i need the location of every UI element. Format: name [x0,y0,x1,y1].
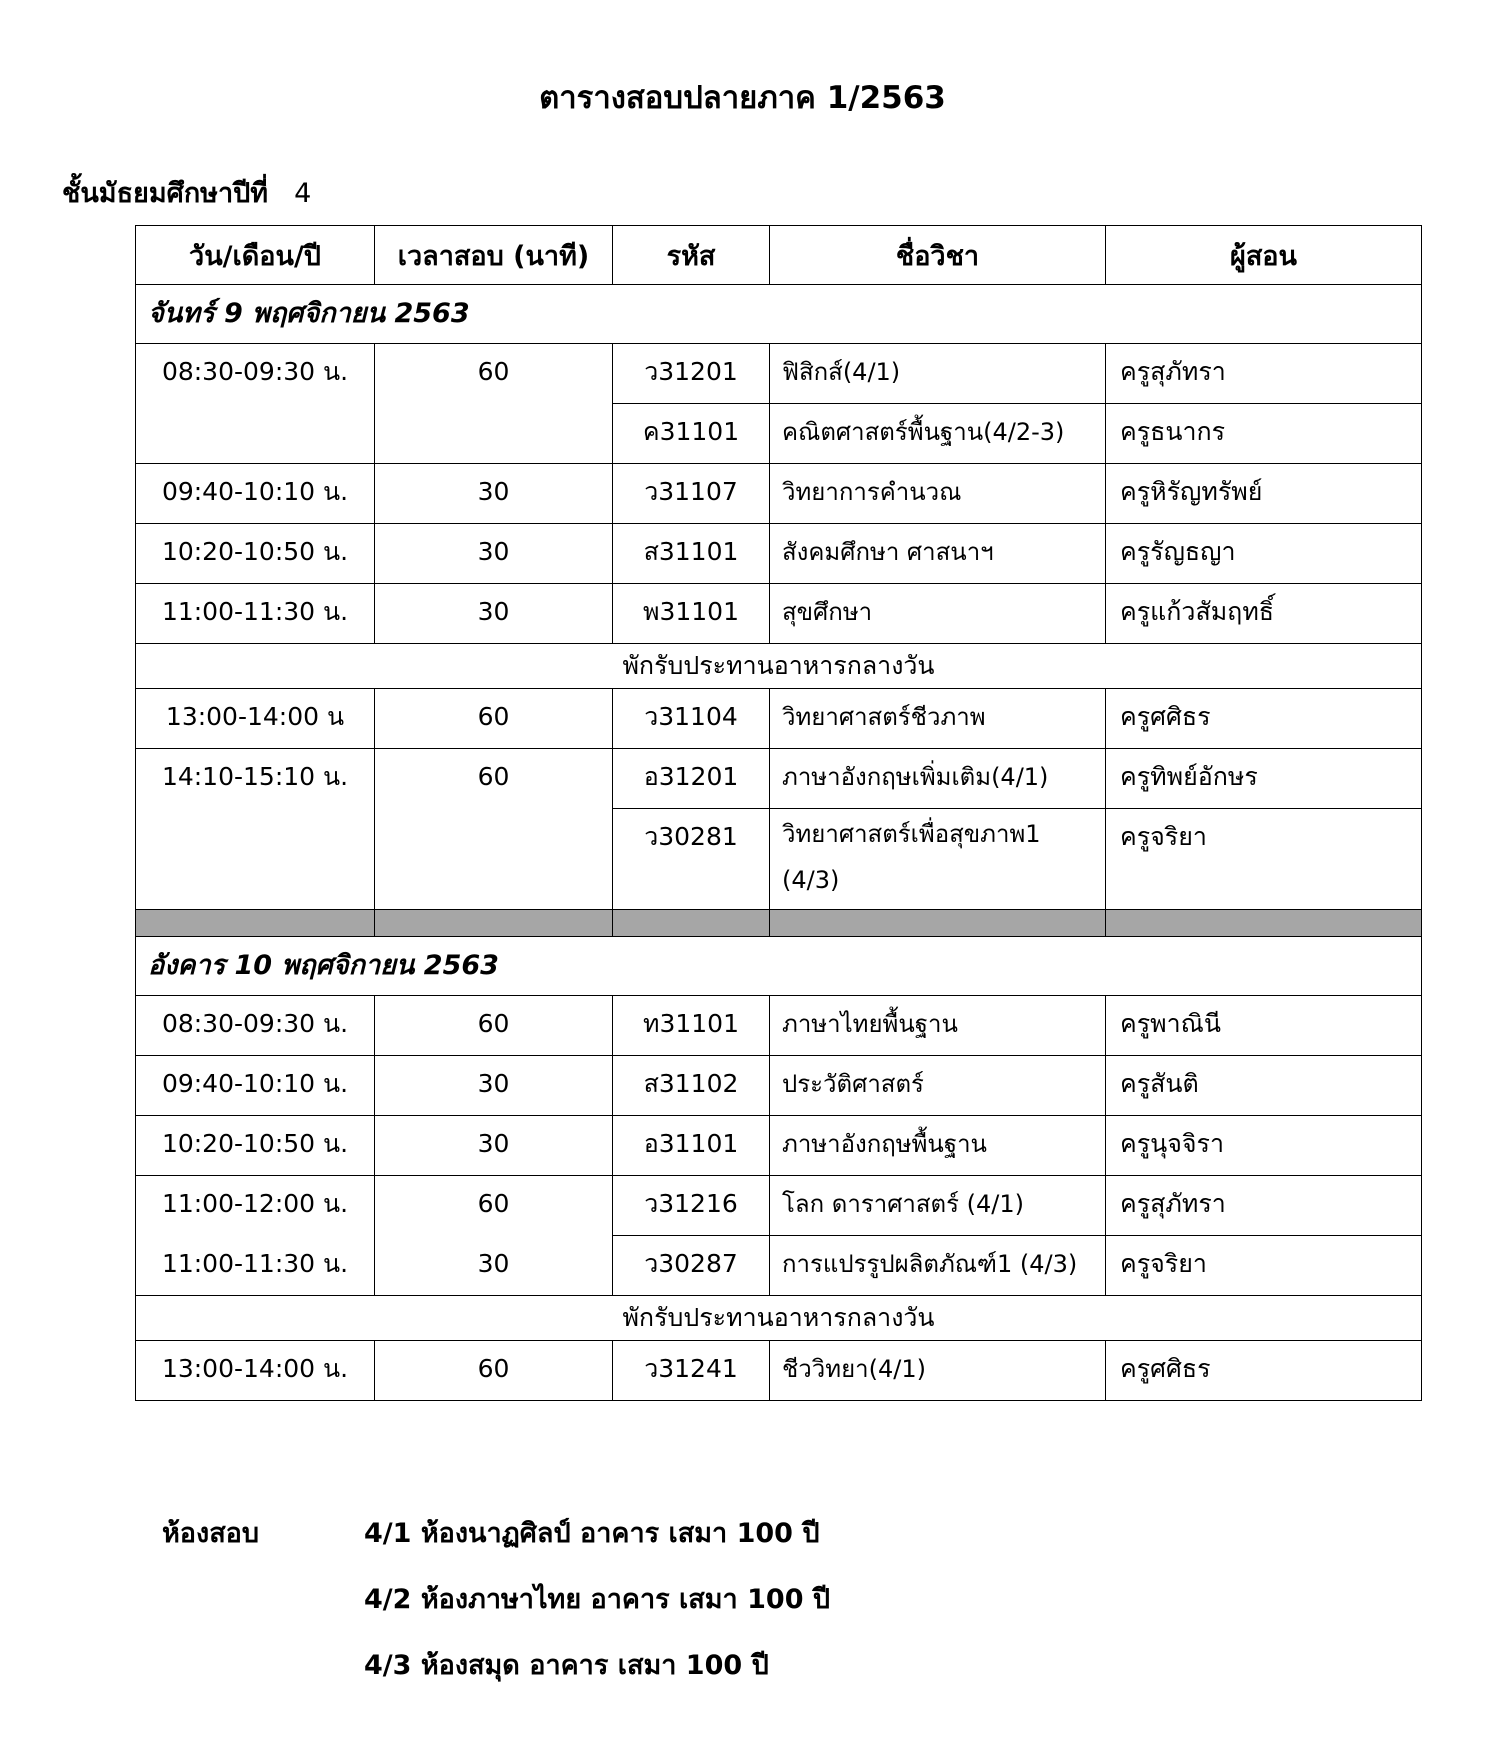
subject-name: สังคมศึกษา ศาสนาฯ [782,538,994,566]
subject-code: ว31104 [644,702,738,731]
subject-code: ส31101 [643,537,739,566]
exam-room-item: 4/3 ห้องสมุด อาคาร เสมา 100 ปี [364,1650,769,1681]
subject-code: อ31101 [643,1129,739,1158]
class-level-label: ชั้นมัธยมศึกษาปีที่ [62,178,269,209]
exam-time: 10:20-10:50 น. [161,1129,349,1158]
subject-name: โลก ดาราศาสตร์ (4/1) [782,1190,1025,1218]
exam-room-item: 4/2 ห้องภาษาไทย อาคาร เสมา 100 ปี [364,1584,831,1615]
exam-minutes: 60 [477,1354,510,1383]
exam-minutes: 30 [477,1249,510,1278]
exam-time: 09:40-10:10 น. [161,477,349,506]
subject-name: การแปรรูปผลิตภัณฑ์1 (4/3) [782,1250,1078,1278]
teacher-name: ครูนุจจิรา [1120,1129,1225,1158]
exam-time: 13:00-14:00 น [165,702,345,731]
teacher-name: ครูศศิธร [1120,1354,1211,1383]
teacher-name: ครูสันติ [1120,1069,1199,1098]
subject-name: สุขศึกษา [782,598,873,626]
subject-name: ชีววิทยา(4/1) [782,1355,926,1383]
table-row [136,344,1422,404]
subject-code: อ31201 [643,762,739,791]
subject-code: พ31101 [642,597,739,626]
exam-minutes: 60 [477,702,510,731]
exam-time: 13:00-14:00 น. [161,1354,349,1383]
table-row [136,464,1422,524]
exam-minutes: 30 [477,597,510,626]
teacher-name: ครูรัญธญา [1120,537,1236,566]
exam-rooms-label: ห้องสอบ [162,1518,260,1549]
subject-name: ภาษาอังกฤษพื้นฐาน [782,1130,987,1158]
lunch-break-row [136,644,1422,689]
exam-time: 11:00-11:30 น. [161,1249,349,1278]
exam-minutes: 60 [477,357,510,386]
exam-minutes: 60 [477,1009,510,1038]
page-title: ตารางสอบปลายภาค 1/2563 [539,80,946,116]
subject-code: ท31101 [642,1009,739,1038]
exam-schedule-table [135,225,1422,1401]
exam-time: 08:30-09:30 น. [161,357,349,386]
table-row [136,749,1422,809]
table-row [136,584,1422,644]
exam-rooms-list [364,1508,830,1706]
exam-minutes: 30 [477,477,510,506]
subject-code: ว31201 [644,357,738,386]
subject-code: ค31101 [642,417,740,446]
teacher-name: ครูพาณินี [1120,1009,1221,1038]
exam-time: 09:40-10:10 น. [161,1069,349,1098]
table-row [136,524,1422,584]
subject-code: ว31107 [644,477,738,506]
exam-time: 11:00-12:00 น. [161,1189,349,1218]
subject-name: ฟิสิกส์(4/1) [782,358,901,386]
subject-name: คณิตศาสตร์พื้นฐาน(4/2-3) [782,418,1065,446]
subject-name: ภาษาอังกฤษเพิ่มเติม(4/1) [782,763,1049,791]
exam-minutes: 30 [477,1129,510,1158]
table-row [136,1056,1422,1116]
exam-time: 08:30-09:30 น. [161,1009,349,1038]
table-row [136,1116,1422,1176]
exam-time: 10:20-10:50 น. [161,537,349,566]
subject-name: วิทยาศาสตร์ชีวภาพ [782,703,986,731]
teacher-name: ครูธนากร [1120,417,1226,446]
day-date: อังคาร 10 พฤศจิกายน 2563 [148,950,499,981]
teacher-name: ครูจริยา [1120,822,1207,851]
table-row [136,1341,1422,1401]
header-teacher: ผู้สอน [1106,226,1422,285]
teacher-name: ครูทิพย์อักษร [1120,762,1258,791]
teacher-name: ครูจริยา [1120,1249,1207,1278]
header-code: รหัส [613,226,770,285]
subject-name: วิทยาการคำนวณ [782,478,962,506]
exam-minutes: 30 [477,1069,510,1098]
class-level [62,168,311,220]
subject-name: ประวัติศาสตร์ [782,1070,924,1098]
lunch-break-label: พักรับประทานอาหารกลางวัน [622,1303,935,1332]
exam-time: 11:00-11:30 น. [161,597,349,626]
header-duration: เวลาสอบ (นาที) [375,226,613,285]
exam-minutes: 60 [477,762,510,791]
day-date: จันทร์ 9 พฤศจิกายน 2563 [148,298,470,329]
teacher-name: ครูศศิธร [1120,702,1211,731]
subject-code: ว31216 [644,1189,738,1218]
table-row [136,1176,1422,1236]
exam-room-item: 4/1 ห้องนาฏศิลป์ อาคาร เสมา 100 ปี [364,1518,820,1549]
subject-code: ว30287 [644,1249,738,1278]
exam-minutes: 60 [477,1189,510,1218]
teacher-name: ครูแก้วสัมฤทธิ์ [1120,597,1275,626]
teacher-name: ครูหิรัญทรัพย์ [1120,477,1263,506]
lunch-break-row [136,1296,1422,1341]
table-row [136,689,1422,749]
subject-name: วิทยาศาสตร์เพื่อสุขภาพ1 (4/3) [782,820,1041,894]
exam-time: 14:10-15:10 น. [161,762,349,791]
class-level-value: 4 [294,178,312,209]
subject-code: ส31102 [643,1069,739,1098]
header-row [136,226,1422,285]
header-date: วัน/เดือน/ปี [136,226,375,285]
day-row [136,285,1422,344]
teacher-name: ครูสุภัทรา [1120,1189,1226,1218]
header-subject: ชื่อวิชา [770,226,1106,285]
subject-name: ภาษาไทยพื้นฐาน [782,1010,958,1038]
table-row [136,996,1422,1056]
exam-minutes: 30 [477,537,510,566]
subject-code: ว30281 [644,822,738,851]
separator-row [136,910,1422,937]
teacher-name: ครูสุภัทรา [1120,357,1226,386]
subject-code: ว31241 [644,1354,738,1383]
lunch-break-label: พักรับประทานอาหารกลางวัน [622,651,935,680]
day-row [136,937,1422,996]
